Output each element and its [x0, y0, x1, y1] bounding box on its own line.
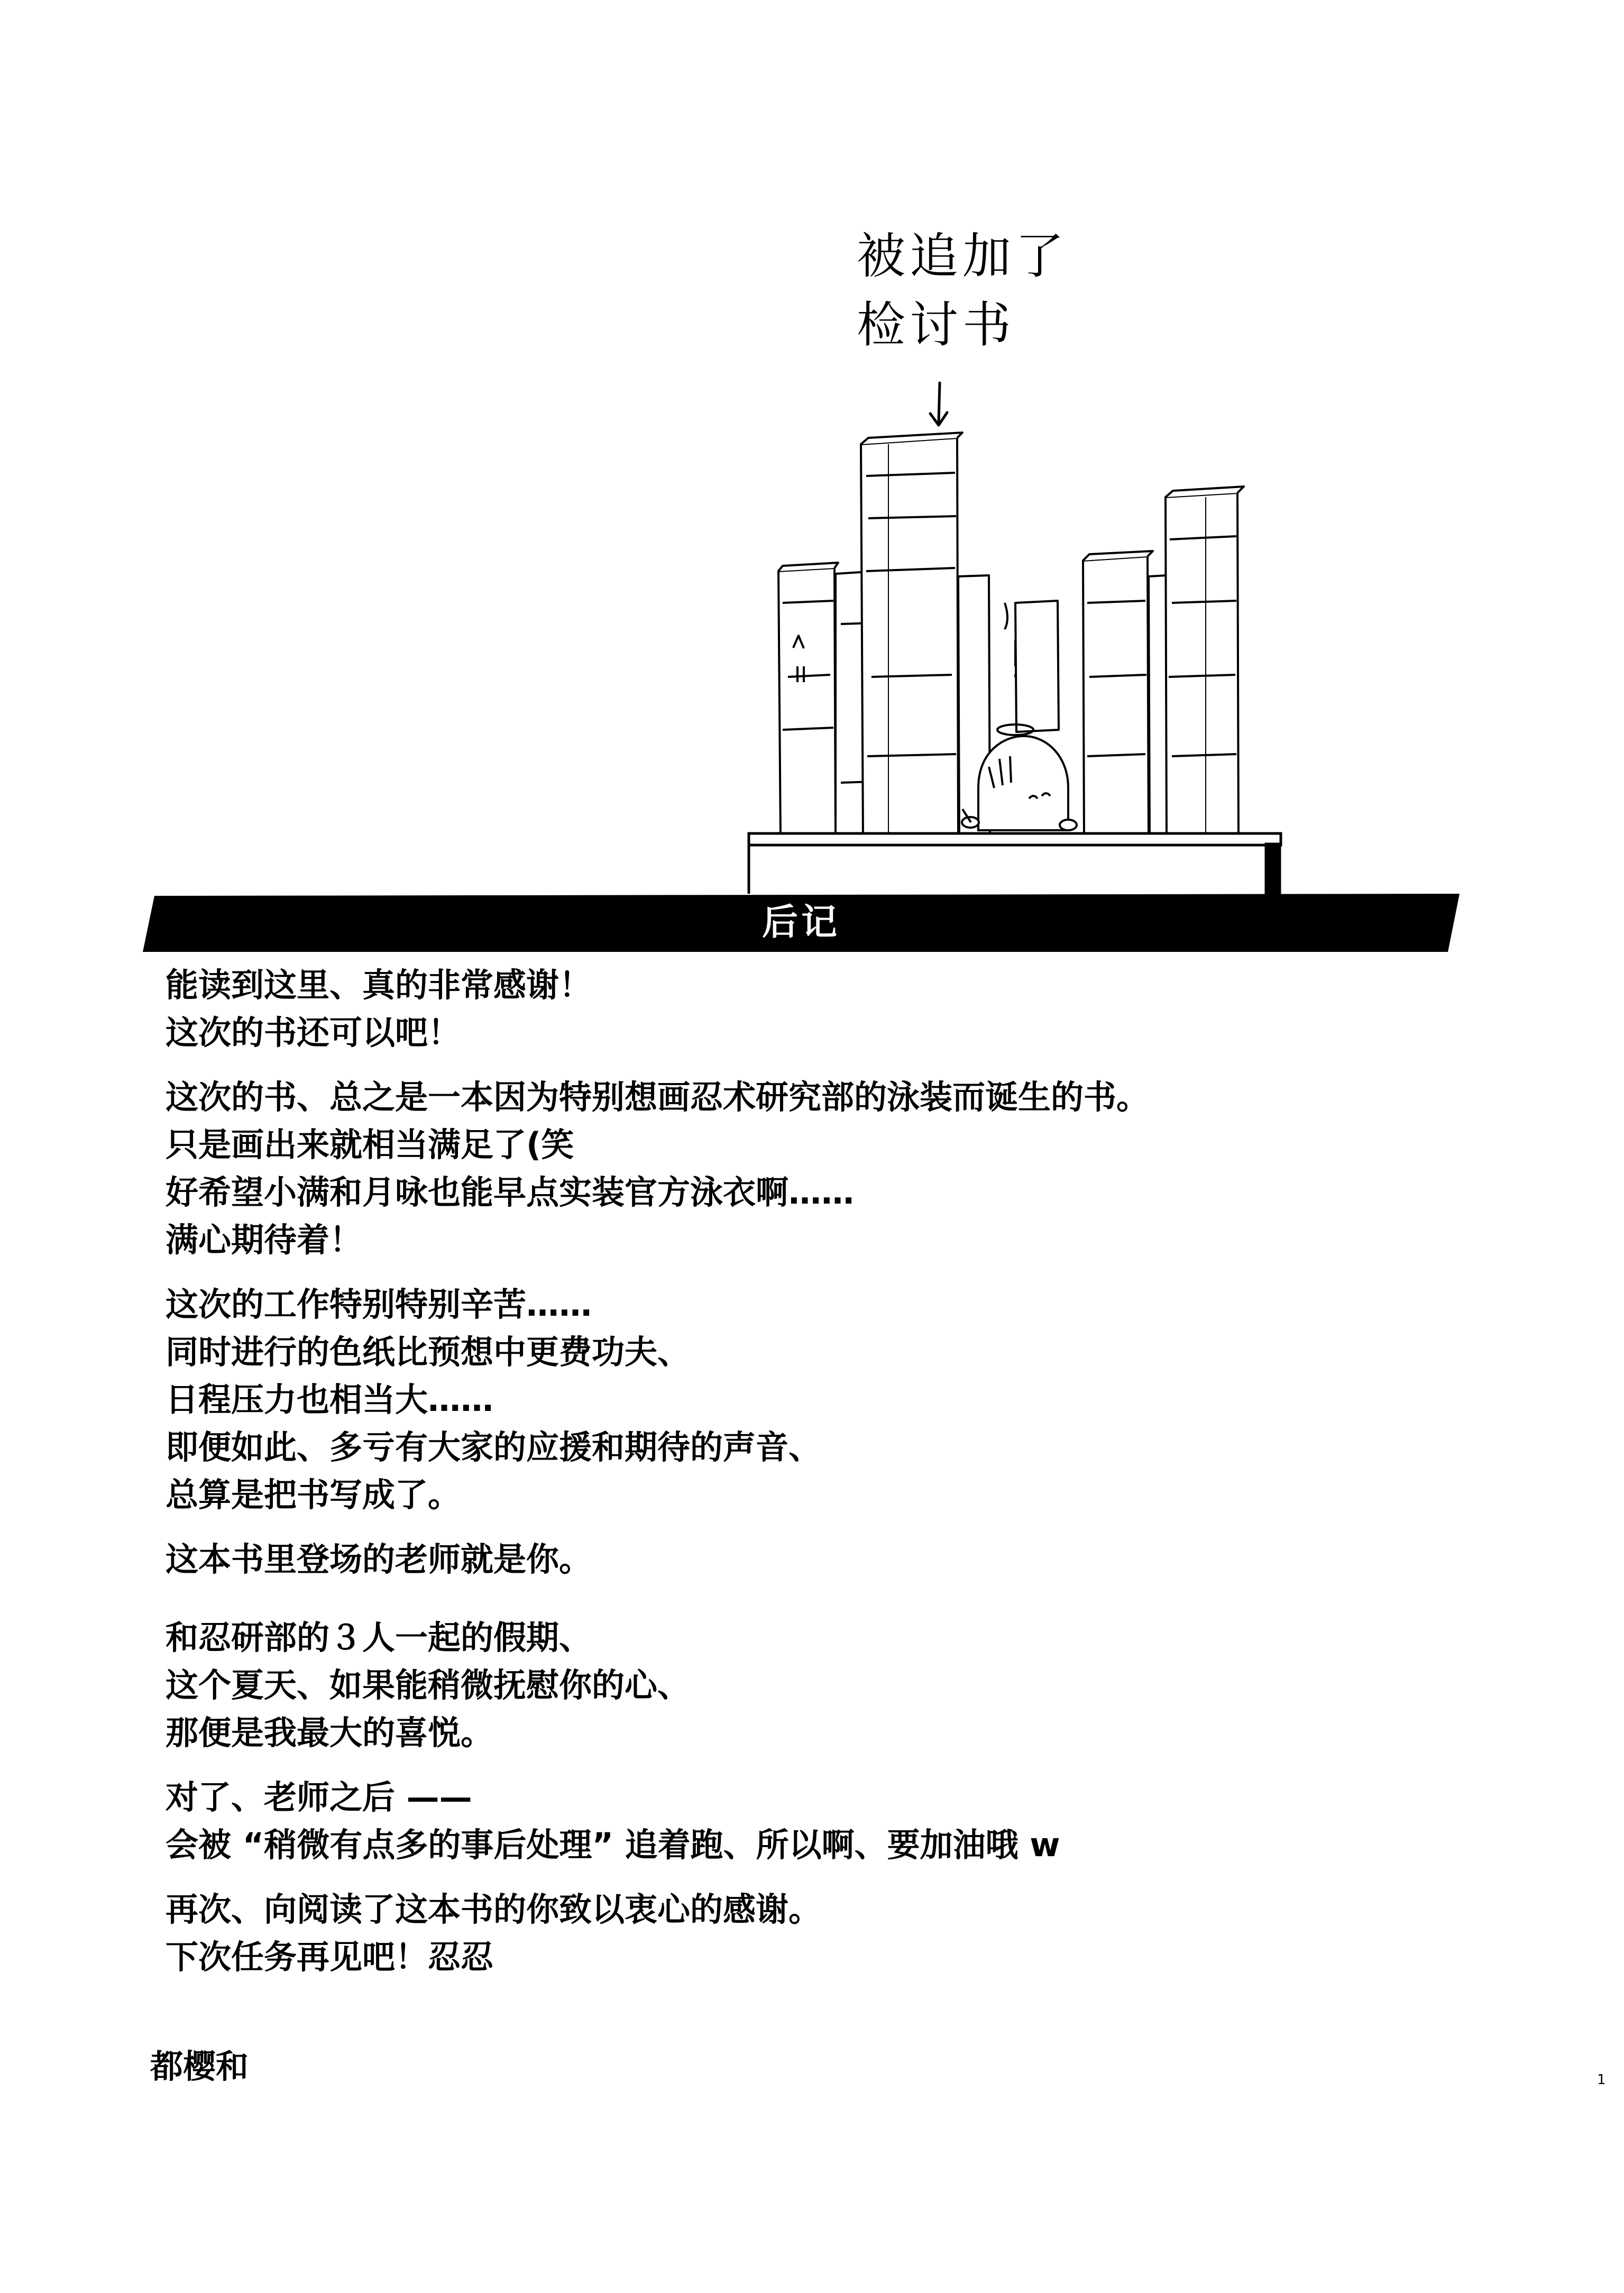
afterword-title: 后记 [761, 902, 840, 943]
paper-stack-right-tall [1166, 493, 1238, 838]
text-line: 这次的书、总之是一本因为特别想画忍术研究部的泳装而诞生的书。 [166, 1078, 1150, 1116]
book-stack-illustration [730, 201, 1481, 904]
paper-stack-tall [861, 438, 958, 838]
paragraph-4 [166, 1536, 1461, 1583]
paragraph-5 [166, 1614, 1461, 1757]
text-line: 总算是把书写成了。 [166, 1475, 461, 1514]
text-line: 再次、向阅读了这本书的你致以衷心的感谢。 [166, 1890, 822, 1929]
text-line: 满心期待着！ [166, 1221, 363, 1259]
desk [749, 833, 1281, 897]
note-line-1: 被追加了 [857, 228, 1069, 285]
text-line: 能读到这里、真的非常感谢！ [166, 966, 592, 1004]
afterword-banner [143, 894, 1460, 952]
text-line: 即便如此、多亏有大家的应援和期待的声音、 [166, 1428, 822, 1466]
paper-stack-left [778, 568, 836, 838]
paper-stack-4 [1015, 601, 1059, 732]
character-voice-mark [1005, 603, 1015, 677]
text-line: 同时进行的色纸比预想中更费功夫、 [166, 1333, 691, 1371]
page-number: 1 [1597, 2072, 1606, 2088]
text-line: 好希望小满和月咏也能早点实装官方泳衣啊…… [166, 1173, 855, 1212]
text-line: 下次任务再见吧！忍忍 [166, 1938, 494, 1976]
text-line: 这本书里登场的老师就是你。 [166, 1540, 592, 1579]
author-signature: 都樱和 [150, 2047, 249, 2086]
afterword-body [166, 961, 1461, 1998]
text-line: 这次的工作特别特别辛苦…… [166, 1285, 592, 1324]
note-line-2: 检讨书 [857, 297, 1016, 353]
paragraph-6 [166, 1774, 1461, 1869]
paragraph-2 [166, 1074, 1461, 1264]
text-line: 对了、老师之后 —— [166, 1778, 472, 1817]
text-line: 这次的书还可以吧！ [166, 1013, 461, 1052]
paragraph-1 [166, 961, 1461, 1057]
text-line: 这个夏天、如果能稍微抚慰你的心、 [166, 1666, 691, 1704]
text-line: 那便是我最大的喜悦。 [166, 1713, 494, 1752]
text-line: 和忍研部的３人一起的假期、 [166, 1618, 592, 1657]
paragraph-7 [166, 1886, 1461, 1981]
paragraph-3 [166, 1281, 1461, 1519]
text-line: 会被 “稍微有点多的事后处理” 追着跑、所以啊、要加油哦 w [166, 1826, 1060, 1864]
paper-stack-right-1 [1083, 556, 1149, 838]
text-line: 日程压力也相当大…… [166, 1380, 494, 1419]
text-line: 只是画出来就相当满足了(笑 [166, 1125, 574, 1164]
